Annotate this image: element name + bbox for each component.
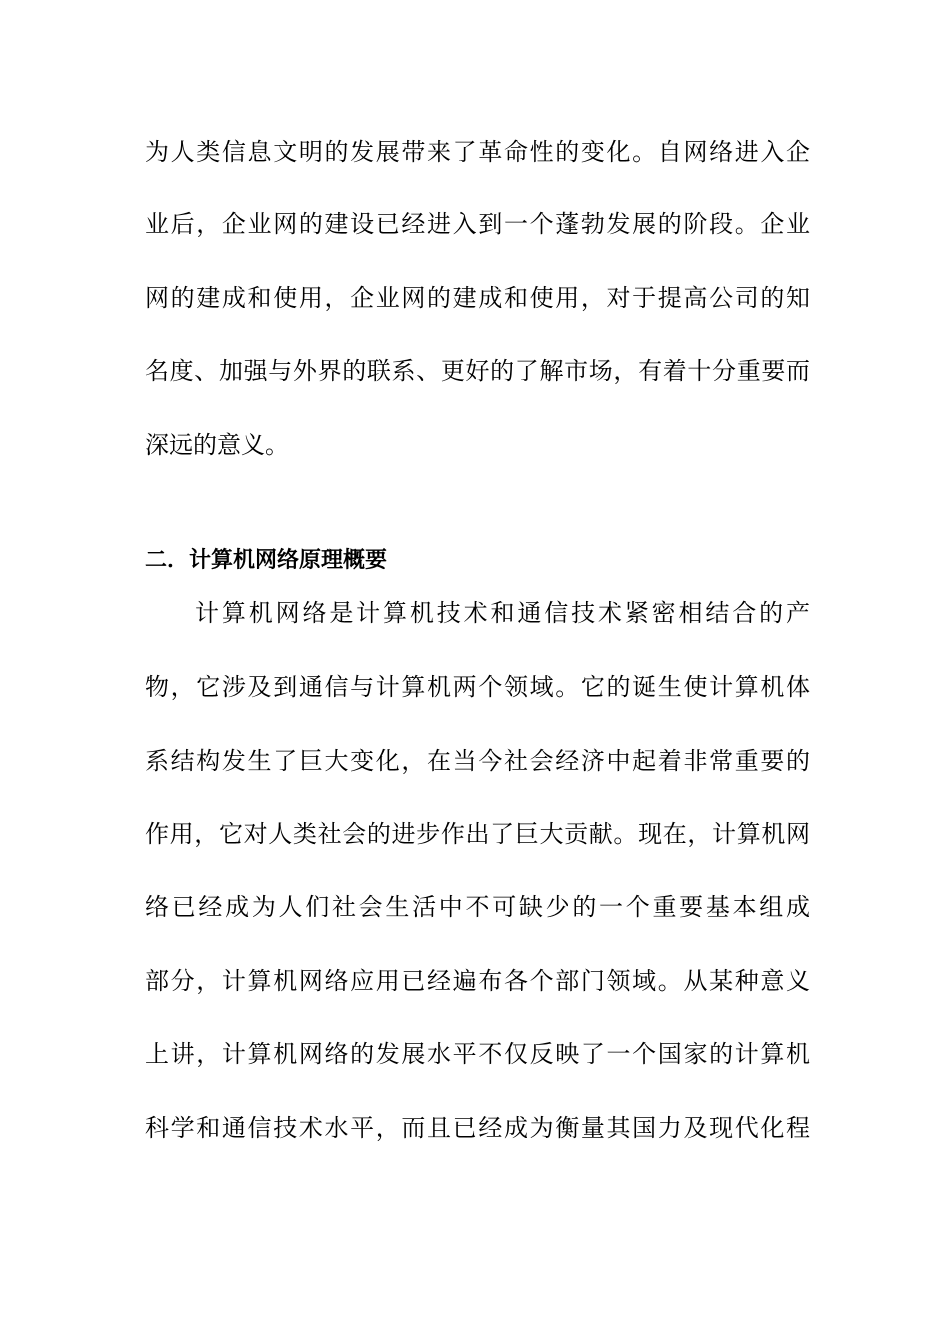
section-heading: 二．计算机网络原理概要 bbox=[145, 548, 388, 573]
paragraph-2-line-3: 系结构发生了巨大变化，在当今社会经济中起着非常重要的 bbox=[145, 747, 810, 775]
paragraph-2-line-8: 科学和通信技术水平，而且已经成为衡量其国力及现代化程 bbox=[145, 1114, 810, 1142]
paragraph-1-line-1: 为人类信息文明的发展带来了革命性的变化。自网络进入企 bbox=[145, 138, 810, 166]
paragraph-2-line-1: 计算机网络是计算机技术和通信技术紧密相结合的产 bbox=[195, 599, 810, 627]
paragraph-1-line-4: 名度、加强与外界的联系、更好的了解市场，有着十分重要而 bbox=[145, 357, 810, 385]
paragraph-2-line-2: 物，它涉及到通信与计算机两个领域。它的诞生使计算机体 bbox=[145, 673, 810, 701]
paragraph-1-line-2: 业后，企业网的建设已经进入到一个蓬勃发展的阶段。企业 bbox=[145, 210, 810, 238]
paragraph-2-line-7: 上讲，计算机网络的发展水平不仅反映了一个国家的计算机 bbox=[145, 1040, 810, 1068]
paragraph-2-line-4: 作用，它对人类社会的进步作出了巨大贡献。现在，计算机网 bbox=[145, 820, 810, 848]
paragraph-1-line-5: 深远的意义。 bbox=[145, 431, 289, 459]
paragraph-2-line-5: 络已经成为人们社会生活中不可缺少的一个重要基本组成 bbox=[145, 893, 810, 921]
paragraph-1-line-3: 网的建成和使用，企业网的建成和使用，对于提高公司的知 bbox=[145, 284, 810, 312]
paragraph-2-line-6: 部分，计算机网络应用已经遍布各个部门领域。从某种意义 bbox=[145, 967, 810, 995]
